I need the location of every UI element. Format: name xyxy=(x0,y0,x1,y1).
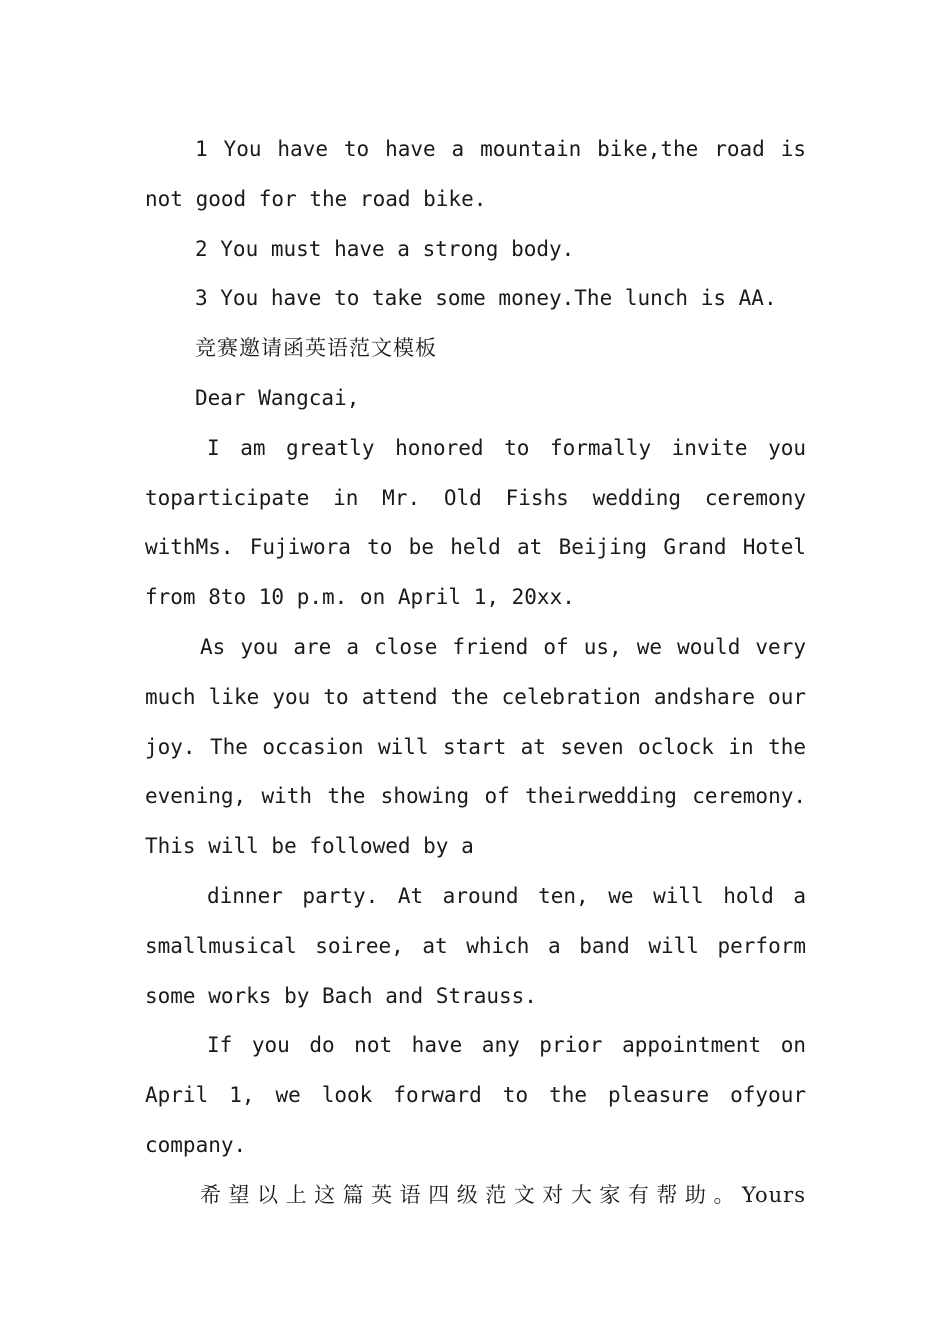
appointment-paragraph: If you do not have any prior appointment on April 1, we look forward to the pleasure ofyour company. xyxy=(145,1033,806,1157)
celebration-paragraph: As you are a close friend of us, we would very much like you to attend the celebration andshare our joy. The occasion will start at seven oclock in the evening, with the showing of theirwedding ceremony. This will be followed by a xyxy=(145,634,806,859)
dinner-paragraph: dinner party. At around ten, we will hold a smallmusical soiree, at which a band will perform some works by Bach and Strauss. xyxy=(145,883,806,1008)
document-body xyxy=(145,125,806,1221)
salutation: Dear Wangcai, xyxy=(195,385,360,410)
closing-paragraph: 希望以上这篇英语四级范文对大家有帮助。Yours xyxy=(200,1182,806,1207)
requirement-3-paragraph: 3 You have to take some money.The lunch is AA. xyxy=(195,286,777,311)
requirement-1-paragraph: 1 You have to have a mountain bike,the road is not good for the road bike. xyxy=(145,137,806,211)
invitation-paragraph: I am greatly honored to formally invite you toparticipate in Mr. Old Fishs wedding ceremony withMs. Fujiwora to be held at Beijing Grand Hotel from 8to 10 p.m. on April 1, 20xx. xyxy=(145,435,806,610)
requirement-2-paragraph: 2 You must have a strong body. xyxy=(195,236,575,261)
section-heading: 竞赛邀请函英语范文模板 xyxy=(195,336,437,361)
